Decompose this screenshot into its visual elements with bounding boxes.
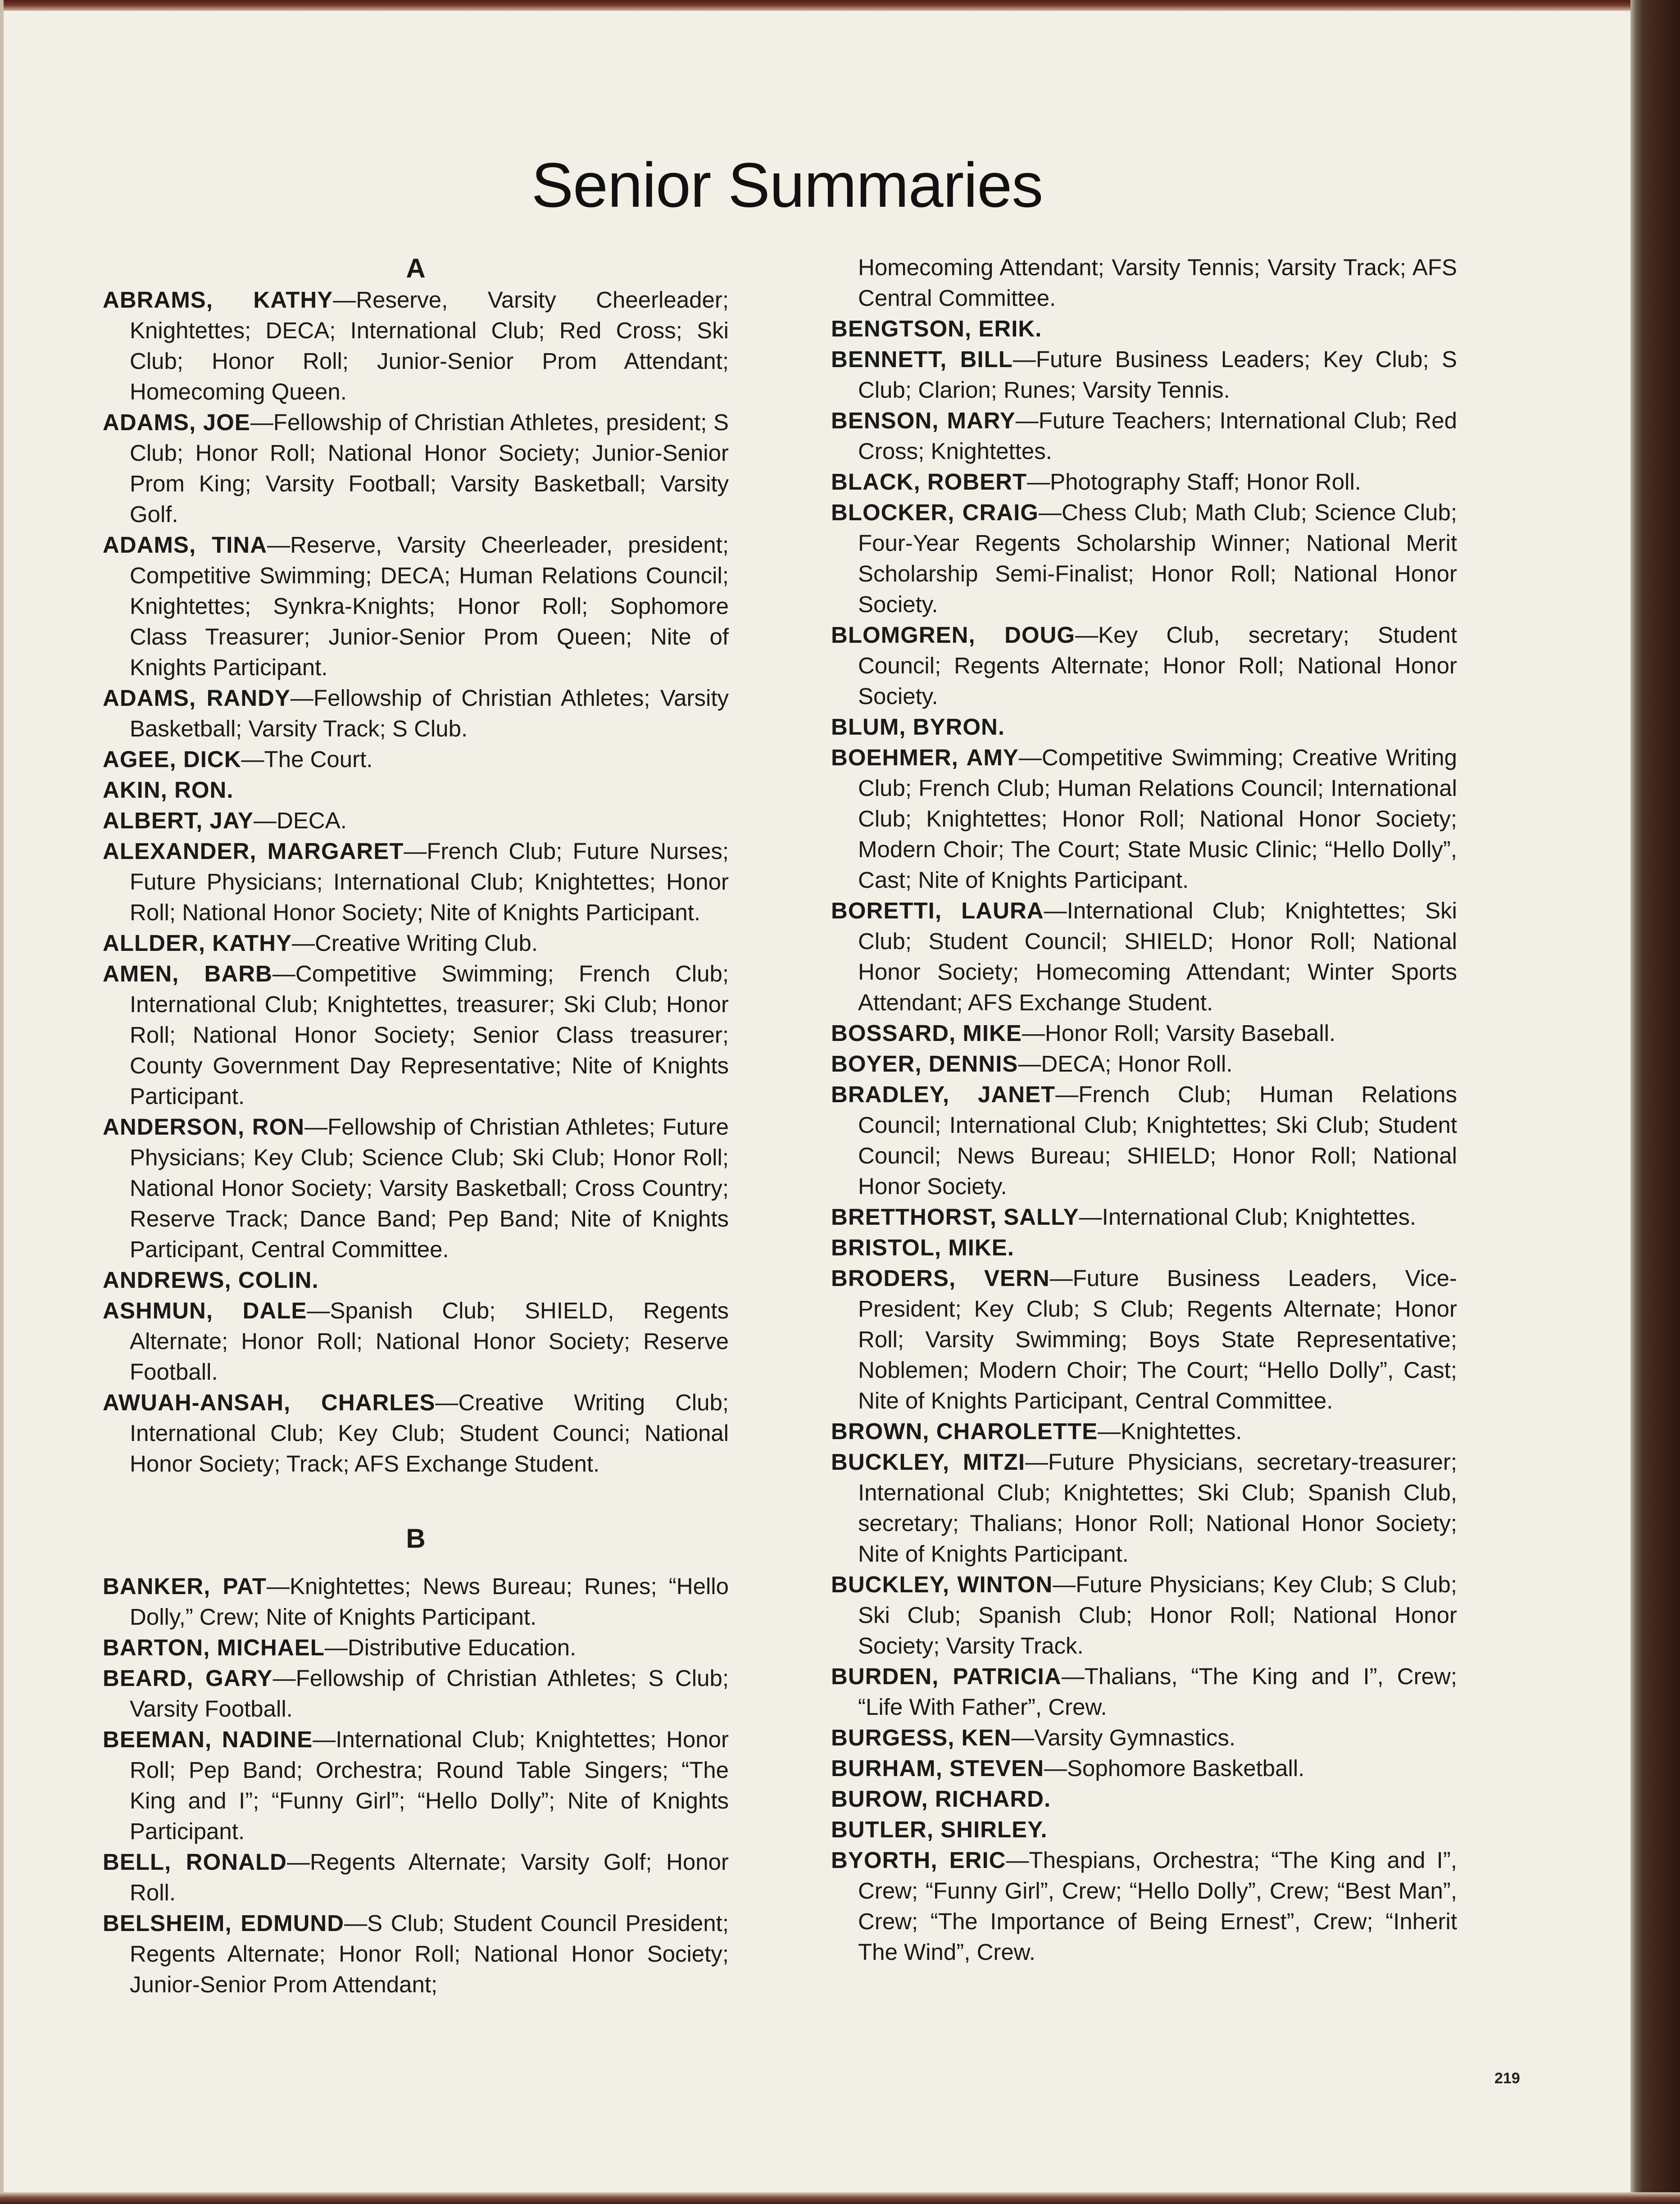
summary-entry	[831, 1814, 1457, 1845]
student-activities: Creative Writing Club; International Club; Key Club; Student Counci; National Honor Society; Track; AFS Exchange Student.	[130, 1390, 729, 1477]
summary-entry	[103, 836, 729, 928]
continued-entry-text: Homecoming Attendant; Varsity Tennis; Varsity Track; AFS Central Committee.	[858, 254, 1457, 311]
summary-entry	[831, 620, 1457, 712]
summary-entry	[831, 895, 1457, 1018]
student-activities: Thalians, “The King and I”, Crew; “Life With Father”, Crew.	[858, 1663, 1457, 1720]
entry-dash: —	[307, 1298, 330, 1323]
summary-entry	[831, 1784, 1457, 1814]
entry-list-a	[103, 285, 729, 1479]
student-name: AKIN, RON.	[103, 777, 234, 803]
student-activities: International Club; Knightettes; Honor Roll; Pep Band; Orchestra; Round Table Singers; “The King and I”; “Funny Girl”; “Hello Dolly”; Nite of Knights Participant.	[130, 1727, 729, 1844]
student-activities: Distributive Education.	[347, 1635, 577, 1660]
entry-dash: —	[272, 961, 295, 986]
summary-entry	[103, 285, 729, 407]
summary-entry	[103, 1908, 729, 2000]
student-activities: Fellowship of Christian Athletes, president; S Club; Honor Roll; National Honor Society; Junior-Senior Prom King; Varsity Football; Varsity Basketball; Varsity Golf.	[130, 409, 729, 527]
summary-entry	[103, 1112, 729, 1265]
student-name: BENGTSON, ERIK.	[831, 316, 1042, 341]
entry-dash: —	[1006, 1847, 1029, 1873]
entry-dash: —	[1025, 1449, 1048, 1475]
student-name: BOYER, DENNIS	[831, 1051, 1018, 1077]
student-name: BEEMAN, NADINE	[103, 1727, 313, 1752]
student-name: ALBERT, JAY	[103, 808, 254, 833]
summary-entry	[831, 1661, 1457, 1722]
entry-dash: —	[286, 1849, 310, 1875]
student-activities: DECA; Honor Roll.	[1041, 1051, 1233, 1077]
page-bottom-edge	[0, 2192, 1680, 2204]
summary-entry	[103, 530, 729, 683]
entry-dash: —	[1061, 1663, 1085, 1689]
entry-dash: —	[1098, 1418, 1121, 1444]
entry-dash: —	[404, 838, 427, 864]
summary-entry	[103, 1724, 729, 1847]
book-spine-edge	[1630, 0, 1680, 2204]
summary-entry	[831, 1263, 1457, 1416]
student-activities: French Club; Future Nurses; Future Physicians; International Club; Knightettes; Honor Roll; National Honor Society; Nite of Knights Participant.	[130, 838, 729, 925]
summary-entry	[831, 1569, 1457, 1661]
student-name: BORETTI, LAURA	[831, 898, 1044, 923]
entry-list-b-left	[103, 1571, 729, 2000]
student-name: BRETTHORST, SALLY	[831, 1204, 1079, 1230]
summary-entry	[103, 1265, 729, 1295]
entry-dash: —	[267, 532, 291, 558]
student-activities: International Club; Knightettes; Ski Club; Student Council; SHIELD; Honor Roll; National Honor Society; Homecoming Attendant; Winter Sports Attendant; AFS Exchange Student.	[858, 898, 1457, 1015]
entry-dash: —	[1075, 622, 1099, 648]
entry-dash: —	[1044, 898, 1067, 923]
entry-dash: —	[266, 1573, 290, 1599]
student-name: BELL, RONALD	[103, 1849, 287, 1875]
student-name: BLACK, ROBERT	[831, 469, 1027, 495]
student-name: BURGESS, KEN	[831, 1725, 1012, 1750]
student-activities: DECA.	[277, 808, 347, 833]
student-name: BURDEN, PATRICIA	[831, 1663, 1062, 1689]
student-name: BOSSARD, MIKE	[831, 1020, 1022, 1046]
student-name: BELSHEIM, EDMUND	[103, 1910, 345, 1936]
summary-entry	[831, 1079, 1457, 1202]
student-name: BRODERS, VERN	[831, 1265, 1050, 1291]
student-name: BANKER, PAT	[103, 1573, 267, 1599]
entry-dash: —	[435, 1390, 459, 1415]
entry-dash: —	[241, 746, 264, 772]
student-name: AWUAH-ANSAH, CHARLES	[103, 1390, 436, 1415]
entry-dash: —	[254, 808, 277, 833]
entry-dash: —	[333, 287, 356, 313]
summary-entry	[103, 744, 729, 775]
student-name: BEARD, GARY	[103, 1665, 273, 1691]
entry-dash: —	[290, 685, 313, 711]
summary-entry	[831, 467, 1457, 497]
summary-entry	[831, 1753, 1457, 1784]
entry-dash: —	[250, 409, 273, 435]
student-activities: Fellowship of Christian Athletes; S Club; Varsity Football.	[130, 1665, 729, 1722]
student-name: ALEXANDER, MARGARET	[103, 838, 404, 864]
student-name: BUTLER, SHIRLEY.	[831, 1817, 1048, 1842]
student-name: BRADLEY, JANET	[831, 1082, 1056, 1107]
summary-entry	[103, 683, 729, 744]
student-name: ANDERSON, RON	[103, 1114, 305, 1140]
summary-entry	[831, 1845, 1457, 1968]
entry-dash: —	[1011, 1725, 1035, 1750]
student-activities: Fellowship of Christian Athletes; Future Physicians; Key Club; Science Club; Ski Club; Honor Roll; National Honor Society; Varsity Basketball; Cross Country; Reserve Track; Dance Band; Pep Band; Nite of Knights Participant, Central Committee.	[130, 1114, 729, 1262]
student-name: BROWN, CHAROLETTE	[831, 1418, 1098, 1444]
summary-entry	[103, 805, 729, 836]
entry-dash: —	[313, 1727, 336, 1752]
entry-dash: —	[344, 1910, 368, 1936]
student-name: ADAMS, JOE	[103, 409, 250, 435]
section-letter-b: B	[406, 1523, 426, 1554]
student-name: ANDREWS, COLIN.	[103, 1267, 319, 1293]
summary-entry	[103, 1295, 729, 1387]
student-name: BLOCKER, CRAIG	[831, 500, 1039, 525]
summary-entry	[831, 1049, 1457, 1079]
page-left-edge	[0, 0, 4, 2204]
right-column	[831, 252, 1457, 1968]
student-name: ADAMS, RANDY	[103, 685, 291, 711]
entry-dash: —	[272, 1665, 296, 1691]
student-activities: Future Teachers; International Club; Red Cross; Knightettes.	[858, 408, 1457, 464]
student-activities: Knightettes.	[1121, 1418, 1242, 1444]
summary-entry	[831, 1416, 1457, 1447]
student-activities: Future Business Leaders, Vice-President; Key Club; S Club; Regents Alternate; Honor Roll; Varsity Swimming; Boys State Representative; Noblemen; Modern Choir; The Court; “Hello Dolly”, Cast; Nite of Knights Participant, Central Committee.	[858, 1265, 1458, 1413]
summary-entry	[103, 1571, 729, 1632]
student-activities: Chess Club; Math Club; Science Club; Four-Year Regents Scholarship Winner; National Merit Scholarship Semi-Finalist; Honor Roll; National Honor Society.	[858, 500, 1457, 617]
summary-entry	[103, 407, 729, 530]
student-activities: Photography Staff; Honor Roll.	[1050, 469, 1361, 495]
summary-entry	[103, 928, 729, 959]
student-name: ADAMS, TINA	[103, 532, 268, 558]
student-activities: Reserve, Varsity Cheerleader; Knightettes; DECA; International Club; Red Cross; Ski Club; Honor Roll; Junior-Senior Prom Attendant; Homecoming Queen.	[130, 287, 729, 404]
student-name: BLOMGREN, DOUG	[831, 622, 1076, 648]
entry-dash: —	[292, 930, 315, 956]
student-activities: Competitive Swimming; Creative Writing Club; French Club; Human Relations Council; International Club; Knightettes; Honor Roll; National Honor Society; Modern Choir; The Court; State Music Clinic; “Hello Dolly”, Cast; Nite of Knights Participant.	[858, 745, 1457, 893]
entry-dash: —	[1044, 1755, 1067, 1781]
student-name: BOEHMER, AMY	[831, 745, 1019, 770]
entry-dash: —	[1055, 1082, 1079, 1107]
entry-dash: —	[1049, 1265, 1073, 1291]
summary-entry	[103, 959, 729, 1112]
student-activities: Future Physicians, secretary-treasurer; International Club; Knightettes; Ski Club; Spanish Club, secretary; Thalians; Honor Roll; National Honor Society; Nite of Knights Participant.	[858, 1449, 1457, 1567]
student-name: BURHAM, STEVEN	[831, 1755, 1044, 1781]
entry-dash: —	[1053, 1572, 1076, 1597]
student-activities: Fellowship of Christian Athletes; Varsity Basketball; Varsity Track; S Club.	[130, 685, 729, 741]
summary-entry	[831, 742, 1457, 895]
student-name: ABRAMS, KATHY	[103, 287, 333, 313]
summary-entry	[103, 1663, 729, 1724]
student-activities: Creative Writing Club.	[315, 930, 538, 956]
student-activities: International Club; Knightettes.	[1102, 1204, 1417, 1230]
summary-entry	[831, 314, 1457, 344]
entry-list-b-right	[831, 314, 1457, 1968]
student-activities: Future Business Leaders; Key Club; S Club; Clarion; Runes; Varsity Tennis.	[858, 346, 1457, 403]
student-activities: Knightettes; News Bureau; Runes; “Hello Dolly,” Crew; Nite of Knights Participant.	[130, 1573, 729, 1630]
page-title: Senior Summaries	[531, 150, 1043, 220]
student-name: BUCKLEY, MITZI	[831, 1449, 1025, 1475]
entry-dash: —	[1018, 745, 1042, 770]
student-activities: French Club; Human Relations Council; International Club; Knightettes; Ski Club; Student Council; News Bureau; SHIELD; Honor Roll; National Honor Society.	[858, 1082, 1457, 1199]
entry-dash: —	[1018, 1051, 1041, 1077]
entry-dash: —	[1022, 1020, 1045, 1046]
summary-entry	[831, 405, 1457, 467]
entry-dash: —	[1015, 408, 1039, 433]
student-activities: Regents Alternate; Varsity Golf; Honor Roll.	[130, 1849, 729, 1905]
student-name: BENSON, MARY	[831, 408, 1016, 433]
student-name: BUCKLEY, WINTON	[831, 1572, 1053, 1597]
student-name: BYORTH, ERIC	[831, 1847, 1006, 1873]
summary-entry	[831, 1447, 1457, 1569]
summary-entry	[831, 712, 1457, 742]
entry-dash: —	[1013, 346, 1036, 372]
student-activities: Future Physicians; Key Club; S Club; Ski Club; Spanish Club; Honor Roll; National Honor Society; Varsity Track.	[858, 1572, 1457, 1659]
student-name: AMEN, BARB	[103, 961, 272, 986]
entry-dash: —	[1079, 1204, 1102, 1230]
summary-entry	[831, 344, 1457, 405]
student-name: BLUM, BYRON.	[831, 714, 1005, 740]
student-name: AGEE, DICK	[103, 746, 241, 772]
student-activities: Competitive Swimming; French Club; International Club; Knightettes, treasurer; Ski Club; Honor Roll; National Honor Society; Senior Class treasurer; County Government Day Representative; Nite of Knights Participant.	[130, 961, 729, 1109]
student-activities: S Club; Student Council President; Regents Alternate; Honor Roll; National Honor Society; Junior-Senior Prom Attendant;	[130, 1910, 729, 1997]
student-name: ASHMUN, DALE	[103, 1298, 307, 1323]
page-number: 219	[1494, 2070, 1520, 2087]
student-activities: Spanish Club; SHIELD, Regents Alternate; Honor Roll; National Honor Society; Reserve Football.	[130, 1298, 729, 1385]
student-activities: Sophomore Basketball.	[1067, 1755, 1305, 1781]
page-top-edge	[0, 0, 1680, 11]
summary-entry	[831, 1232, 1457, 1263]
summary-entry	[831, 1202, 1457, 1232]
student-name: BUROW, RICHARD.	[831, 1786, 1051, 1812]
summary-entry	[831, 1018, 1457, 1049]
student-name: BARTON, MICHAEL	[103, 1635, 325, 1660]
summary-entry	[103, 1632, 729, 1663]
summary-entry	[831, 497, 1457, 620]
student-name: BENNETT, BILL	[831, 346, 1013, 372]
summary-entry	[103, 775, 729, 805]
summary-entry	[103, 1847, 729, 1908]
student-name: ALLDER, KATHY	[103, 930, 292, 956]
entry-dash: —	[324, 1635, 348, 1660]
summary-entry	[831, 1722, 1457, 1753]
entry-dash: —	[304, 1114, 328, 1140]
student-activities: Honor Roll; Varsity Baseball.	[1044, 1020, 1336, 1046]
summary-entry	[103, 1387, 729, 1479]
entry-dash: —	[1027, 469, 1050, 495]
student-name: BRISTOL, MIKE.	[831, 1235, 1014, 1260]
student-activities: Key Club, secretary; Student Council; Regents Alternate; Honor Roll; National Honor Society.	[858, 622, 1457, 709]
student-activities: Varsity Gymnastics.	[1034, 1725, 1236, 1750]
student-activities: The Court.	[264, 746, 373, 772]
student-activities: Reserve, Varsity Cheerleader, president; Competitive Swimming; DECA; Human Relations Council; Knightettes; Synkra-Knights; Honor Roll; Sophomore Class Treasurer; Junior-Senior Prom Queen; Nite of Knights Participant.	[130, 532, 729, 680]
section-letter-a: A	[406, 253, 426, 283]
entry-dash: —	[1038, 500, 1062, 525]
student-activities: Thespians, Orchestra; “The King and I”, Crew; “Funny Girl”, Crew; “Hello Dolly”, Crew; “Best Man”, Crew; “The Importance of Being Ernest”, Crew; “Inherit The Wind”, Crew.	[858, 1847, 1457, 1965]
left-column	[103, 252, 729, 2000]
